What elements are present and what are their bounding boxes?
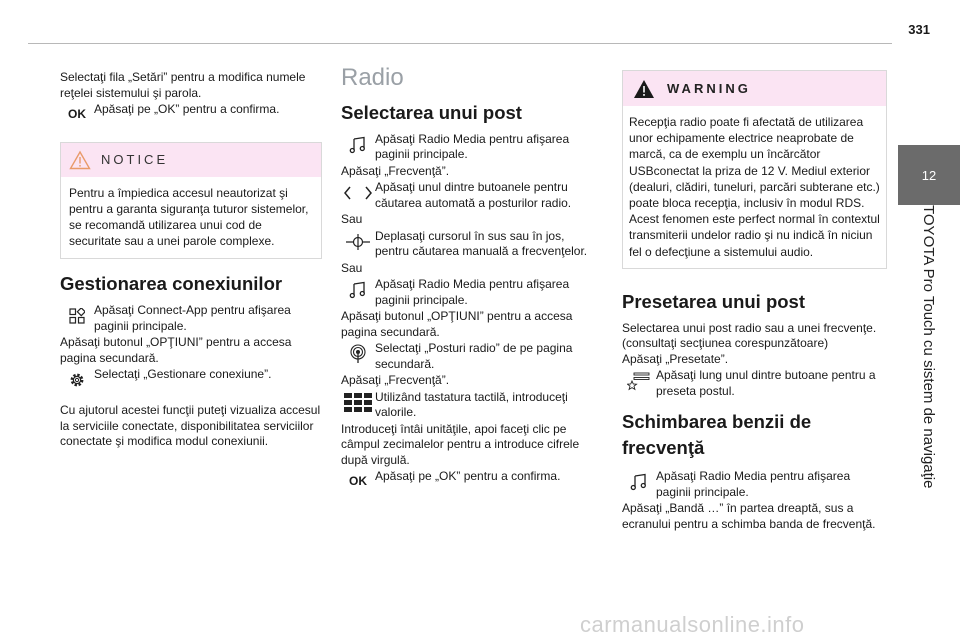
step-manual-search [341, 229, 596, 260]
radio-station-icon [341, 341, 375, 367]
chapter-title: TOYOTA Pro Touch cu sistem de navigaţie [920, 205, 937, 489]
step-manage-connection [60, 367, 322, 393]
tuning-slider-icon [341, 229, 375, 255]
step-radio-media-1 [341, 132, 596, 163]
step-radio-media-3-text: Apăsaţi Radio Media pentru afişarea paginii principale. [656, 469, 851, 499]
step-keypad-text: Utilizând tastatura tactilă, introduceţi valorile. [375, 389, 568, 419]
step-connect-app-text: Apăsaţi Connect-App pentru afişarea paginii principale. [94, 303, 291, 333]
keypad-icon [341, 390, 375, 416]
options-text: Apăsaţi butonul „OPŢIUNI” pentru a accesa pagina secundară. [60, 335, 292, 365]
step-long-press [622, 368, 887, 399]
chapter-title-vertical [898, 205, 960, 585]
music-note-icon [622, 469, 656, 495]
ok-icon: OK [68, 107, 86, 122]
intro-text: Selectaţi fila „Setări” pentru a modifica numele reţelei sistemului şi parola. [60, 70, 306, 100]
chevron-left-icon [345, 187, 350, 199]
section-heading-select-station: Selectarea unui post [341, 101, 522, 123]
step-radio-media-3 [622, 469, 887, 500]
radio-title: Radio [341, 64, 404, 91]
watermark: carmanualsonline.info [580, 612, 805, 637]
ok-step-text: Apăsaţi pe „OK” pentru a confirma. [94, 102, 280, 116]
seek-arrows [341, 180, 375, 206]
step-keypad [341, 390, 596, 421]
step-auto-search-text: Apăsaţi unul dintre butoanele pentru căutarea automată a posturilor radio. [375, 180, 572, 210]
preset-star-icon [622, 368, 656, 394]
or-text-1: Sau [341, 212, 363, 226]
music-note-icon [341, 132, 375, 158]
top-divider [28, 43, 892, 44]
frequency-text-2: Apăsaţi „Frecvenţă”. [341, 373, 450, 387]
band-text: Apăsaţi „Bandă …” în partea dreaptă, sus a ecranului pentru a schimba banda de frecvenţă. [622, 501, 876, 531]
ok-step [60, 102, 322, 128]
units-text: Introduceţi întâi unităţile, apoi faceţi clic pe câmpul zecimalelor pentru a introduce cifrele după virgulă. [341, 421, 580, 467]
warning-triangle-icon [633, 79, 655, 99]
step-long-press-text: Apăsaţi lung unul dintre butoane pentru a preseta postul. [656, 368, 876, 398]
apps-grid-icon [60, 303, 94, 329]
page-number: 331 [908, 22, 930, 37]
ok-icon: OK [349, 474, 367, 489]
warning-box [622, 70, 887, 269]
chevron-right-icon [366, 187, 371, 199]
preset-press-text: Apăsaţi „Presetate”. [622, 351, 729, 366]
gear-icon [60, 367, 94, 393]
chapter-tab: 12 [898, 145, 960, 205]
column-middle [341, 64, 596, 496]
music-note-icon [341, 277, 375, 303]
warning-label: WARNING [667, 80, 751, 96]
warning-triangle-icon [69, 150, 91, 170]
step-ok-confirm [341, 469, 596, 495]
options-text-2: Apăsaţi butonul „OPŢIUNI” pentru a accesa pagina secundară. [341, 309, 573, 339]
closing-text: Cu ajutorul acestei funcţii puteţi vizualiza accesul la serviciile conectate, disponibilitatea serviciilor conectate şi modifica modul conexiunii. [60, 403, 321, 448]
column-right [622, 70, 887, 532]
section-heading-band: Schimbarea benzii de frecvenţă [622, 411, 812, 459]
step-radio-media-2 [341, 277, 596, 308]
step-radio-media-2-text: Apăsaţi Radio Media pentru afişarea paginii principale. [375, 277, 570, 307]
notice-text: Pentru a împiedica accesul neautorizat şi pentru a garanta siguranţa tuturor sistemelor, se recomandă utilizarea unui cod de securitate sau a unei parole complexe. [69, 186, 309, 248]
warning-text: Recepţia radio poate fi afectată de utilizarea unor echipamente electrice neaprobate de marcă, ca de exemplu un încărcător USBconectat la priza de 12 V. Mediul exterior (dealuri, clădiri, tuneluri, parcări subterane etc.) poate bloca recepţia, inclusiv în modul RDS. Acest fenomen este perfect normal în contextul transmiterii undelor radio şi nu indică în niciun fel o defecţiune a sistemului audio. [629, 115, 880, 259]
or-text-2: Sau [341, 260, 363, 275]
notice-box [60, 142, 322, 259]
notice-header [61, 143, 321, 177]
section-heading-connections: Gestionarea conexiunilor [60, 273, 283, 294]
warning-header [623, 71, 886, 106]
step-radio-stations [341, 341, 596, 372]
step-connect-app [60, 303, 322, 334]
column-left [60, 70, 322, 450]
step-radio-media-1-text: Apăsaţi Radio Media pentru afişarea paginii principale. [375, 131, 570, 161]
frequency-text-1: Apăsaţi „Frecvenţă”. [341, 163, 450, 178]
step-manual-search-text: Deplasaţi cursorul în sus sau în jos, pentru căutarea manuală a frecvenţelor. [375, 228, 588, 258]
section-heading-preset: Presetarea unui post [622, 290, 806, 312]
step-ok-confirm-text: Apăsaţi pe „OK” pentru a confirma. [375, 469, 561, 483]
step-manage-connection-text: Selectaţi „Gestionare conexiune”. [94, 367, 272, 381]
notice-label: NOTICE [101, 152, 169, 168]
step-radio-stations-text: Selectaţi „Posturi radio” de pe pagina secundară. [375, 341, 573, 371]
step-auto-search [341, 180, 596, 211]
preset-intro-text: Selectarea unui post radio sau a unei frecvenţe. (consultaţi secţiunea corespunzătoare) [622, 320, 877, 351]
